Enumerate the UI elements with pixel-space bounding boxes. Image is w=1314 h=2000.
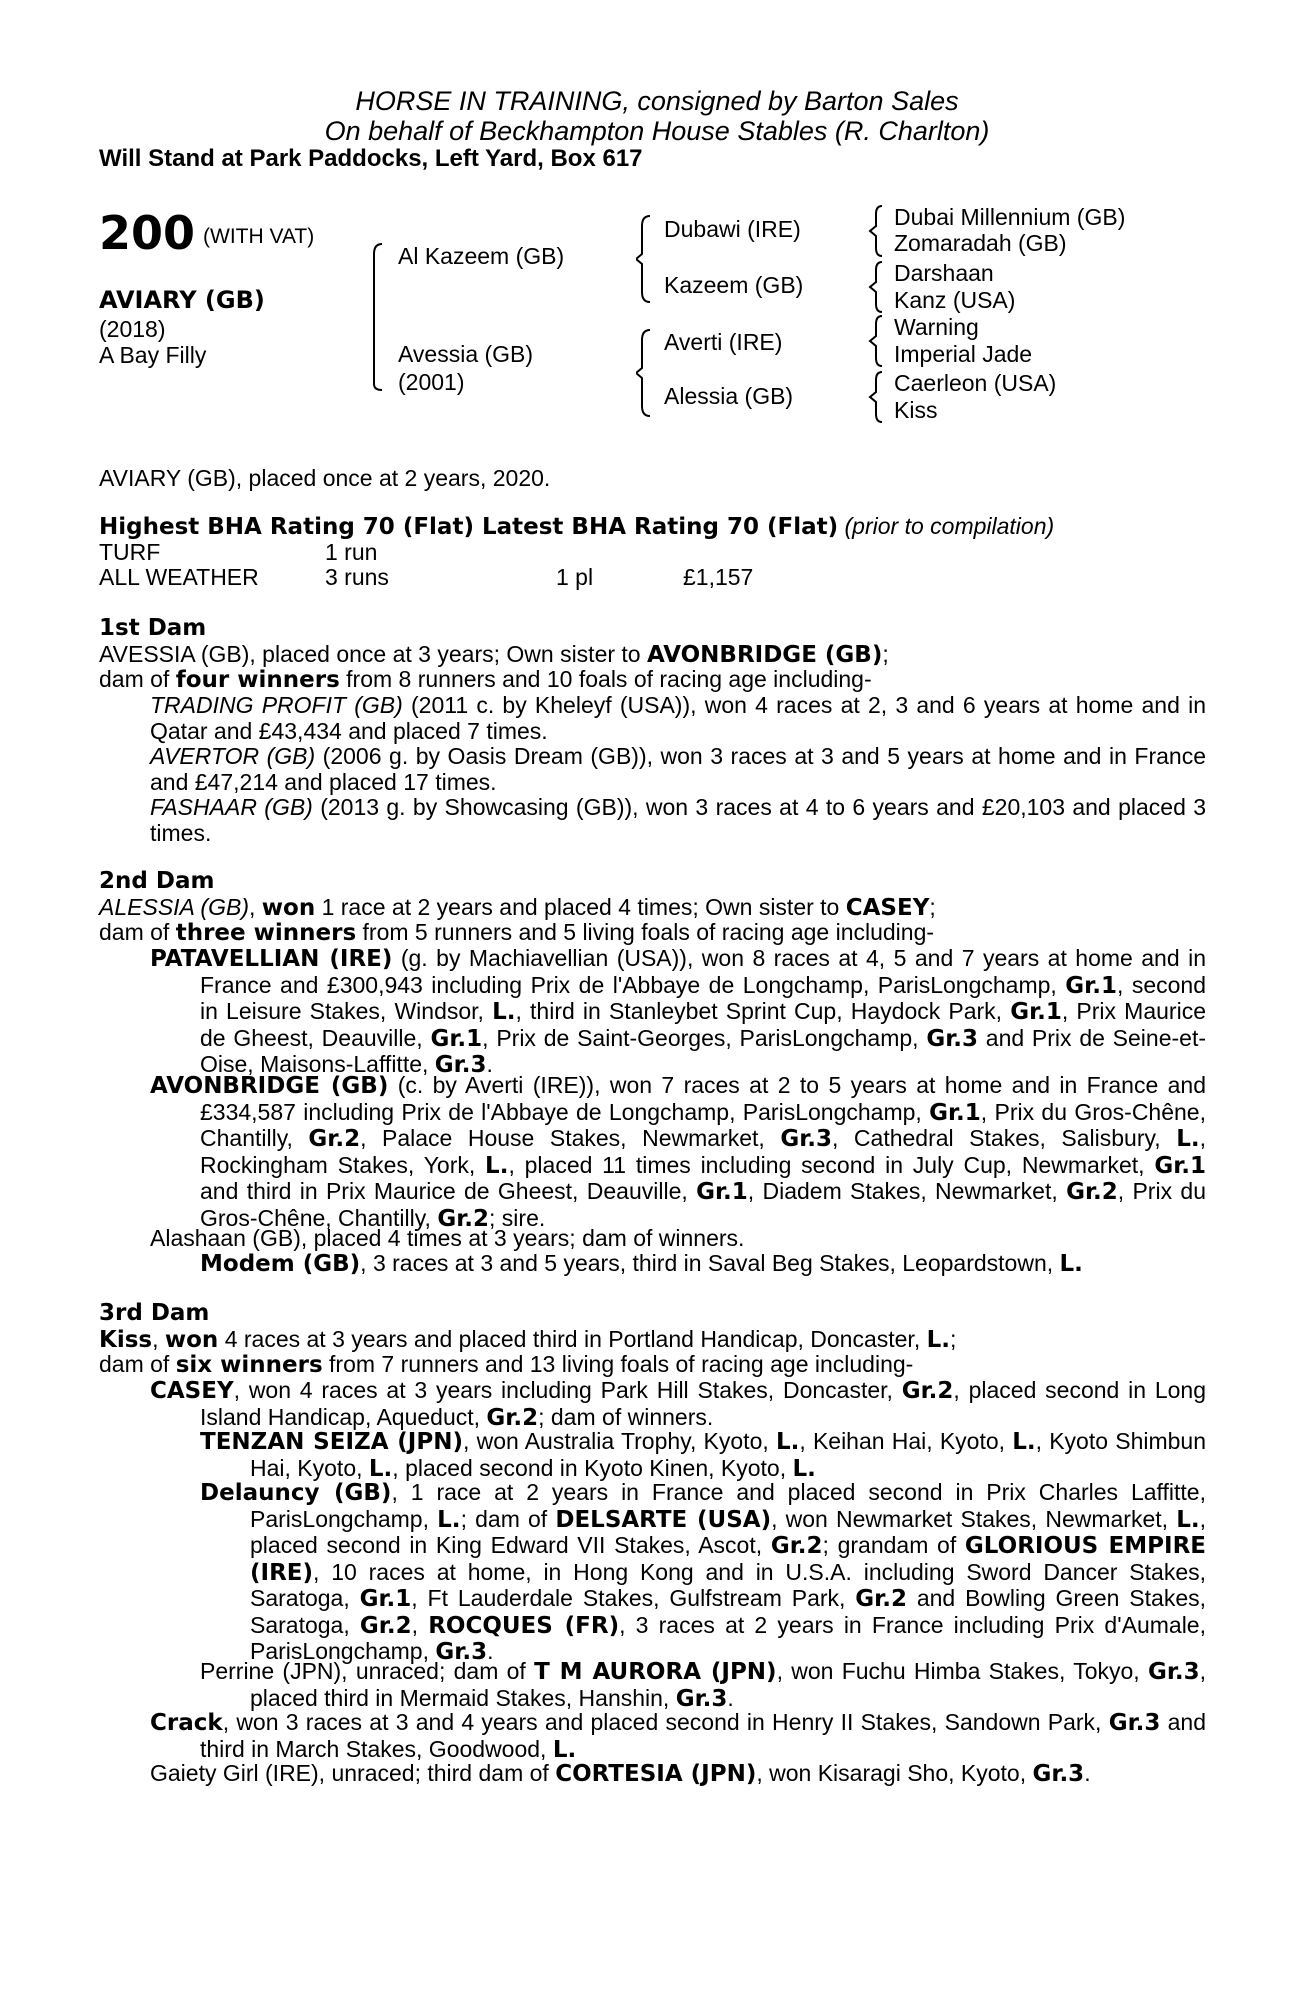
third-dam-produce-5: Crack, won 3 races at 3 and 4 years and placed second in Henry II Stakes, Sandown Park, Gr.3 and third in March Stakes, Goodwood, L.	[150, 1709, 1206, 1763]
first-dam-produce-1: TRADING PROFIT (GB) (2011 c. by Kheleyf (USA)), won 4 races at 2, 3 and 6 years at home and in Qatar and £43,434 and placed 7 times.	[150, 692, 1206, 744]
second-dam-produce-1: PATAVELLIAN (IRE) (g. by Machiavellian (USA)), won 8 races at 4, 5 and 7 years at home and in France and £300,943 including Prix de l'Abbaye de Longchamp, ParisLongchamp, Gr.1, second in Leisure Stakes, Windsor, L., third in Stanleybet Sprint Cup, Haydock Park, Gr.1, Prix Maurice de Gheest, Deauville, Gr.1, Prix de Saint-Georges, ParisLongchamp, Gr.3 and Prix de Seine-et-Oise, Maisons-Laffitte, Gr.3.	[150, 945, 1207, 1078]
record-surface-0: TURF	[99, 539, 161, 565]
horse-name: AVIARY (GB)	[99, 286, 265, 314]
pedigree-sire-sire: Dubawi (IRE)	[664, 216, 801, 242]
third-dam-heading: 3rd Dam	[99, 1300, 210, 1326]
pedigree-sire-dam: Kazeem (GB)	[664, 272, 804, 298]
pedigree-dds: Caerleon (USA)	[894, 370, 1057, 396]
record-surface-1: ALL WEATHER	[99, 564, 259, 590]
pedigree-brace-sd	[868, 260, 886, 314]
pedigree-brace-dam	[636, 328, 654, 418]
pedigree-dam-sire: Averti (IRE)	[664, 329, 783, 355]
first-dam-produce-3: FASHAAR (GB) (2013 g. by Showcasing (GB)), won 3 races at 4 to 6 years and £20,103 and placed 3 times.	[150, 794, 1207, 846]
record-earnings-1: £1,157	[683, 564, 754, 590]
pedigree-ddd: Kiss	[894, 397, 938, 423]
pedigree-brace-dd	[868, 370, 886, 424]
third-dam-produce-1: CASEY, won 4 races at 3 years including Park Hill Stakes, Doncaster, Gr.2, placed second in Long Island Handicap, Aqueduct, Gr.2; dam of winners.	[150, 1377, 1206, 1431]
vat-note: (WITH VAT)	[203, 225, 315, 248]
stand-location: Will Stand at Park Paddocks, Left Yard, Box 617	[99, 145, 643, 172]
first-dam-line1: AVESSIA (GB), placed once at 3 years; Own sister to AVONBRIDGE (GB);	[99, 641, 889, 668]
pedigree-sdd: Kanz (USA)	[894, 287, 1016, 313]
second-dam-line1: ALESSIA (GB), won 1 race at 2 years and placed 4 times; Own sister to CASEY;	[99, 894, 936, 921]
third-dam-line2: dam of six winners from 7 runners and 13 living foals of racing age including-	[99, 1351, 914, 1378]
pedigree-sire: Al Kazeem (GB)	[398, 243, 565, 269]
lot-number-value: 200	[99, 206, 196, 260]
pedigree-dss: Warning	[894, 314, 979, 340]
pedigree-brace-ss	[868, 204, 886, 258]
lot-number	[99, 206, 314, 260]
record-runs-0: 1 run	[325, 539, 378, 565]
second-dam-produce-2: AVONBRIDGE (GB) (c. by Averti (IRE)), won 7 races at 2 to 5 years at home and in France and £334,587 including Prix de l'Abbaye de Longchamp, ParisLongchamp, Gr.1, Prix du Gros-Chêne, Chantilly, Gr.2, Palace House Stakes, Newmarket, Gr.3, Cathedral Stakes, Salisbury, L., Rockingham Stakes, York, L., placed 11 times including second in July Cup, Newmarket, Gr.1 and third in Prix Maurice de Gheest, Deauville, Gr.1, Diadem Stakes, Newmarket, Gr.2, Prix du Gros-Chêne, Chantilly, Gr.2; sire.	[150, 1072, 1207, 1232]
horse-description: A Bay Filly	[99, 342, 207, 368]
third-dam-line1: Kiss, won 4 races at 3 years and placed third in Portland Handicap, Doncaster, L.;	[99, 1326, 957, 1353]
pedigree-dam: Avessia (GB)	[398, 341, 534, 367]
bha-rating-values: Highest BHA Rating 70 (Flat) Latest BHA Rating 70 (Flat)	[99, 514, 839, 540]
record-runs-1: 3 runs	[325, 564, 389, 590]
consignor-line: HORSE IN TRAINING, consigned by Barton Sales	[355, 86, 959, 116]
pedigree-sss: Dubai Millennium (GB)	[894, 204, 1126, 230]
pedigree-brace-main	[368, 242, 386, 392]
pedigree-dam-year: (2001)	[398, 369, 465, 395]
record-placed-1: 1 pl	[556, 564, 594, 590]
horse-year: (2018)	[99, 316, 166, 342]
second-dam-line2: dam of three winners from 5 runners and 5 living foals of racing age including-	[99, 919, 935, 946]
second-dam-produce-3: Alashaan (GB), placed 4 times at 3 years; dam of winners.	[150, 1225, 745, 1251]
first-dam-produce-2: AVERTOR (GB) (2006 g. by Oasis Dream (GB)), won 3 races at 3 and 5 years at home and in France and £47,214 and placed 17 times.	[150, 743, 1206, 795]
pedigree-dam-dam: Alessia (GB)	[664, 383, 794, 409]
first-dam-heading: 1st Dam	[99, 615, 207, 641]
pedigree-brace-sire	[636, 214, 654, 304]
third-dam-produce-2: TENZAN SEIZA (JPN), won Australia Trophy, Kyoto, L., Keihan Hai, Kyoto, L., Kyoto Shimbun Hai, Kyoto, L., placed second in Kyoto Kinen, Kyoto, L.	[200, 1428, 1206, 1482]
bha-rating	[99, 514, 1054, 541]
third-dam-produce-6: Gaiety Girl (IRE), unraced; third dam of CORTESIA (JPN), won Kisaragi Sho, Kyoto, Gr.3.	[150, 1760, 1091, 1787]
second-dam-produce-4: Modem (GB), 3 races at 3 and 5 years, third in Saval Beg Stakes, Leopardstown, L.	[200, 1250, 1083, 1277]
pedigree-brace-ds	[868, 314, 886, 368]
pedigree-sds: Darshaan	[894, 260, 994, 286]
third-dam-produce-3: Delauncy (GB), 1 race at 2 years in France and placed second in Prix Charles Laffitte, ParisLongchamp, L.; dam of DELSARTE (USA), won Newmarket Stakes, Newmarket, L., placed second in King Edward VII Stakes, Ascot, Gr.2; grandam of GLORIOUS EMPIRE (IRE), 10 races at home, in Hong Kong and in U.S.A. including Sword Dancer Stakes, Saratoga, Gr.1, Ft Lauderdale Stakes, Gulfstream Park, Gr.2 and Bowling Green Stakes, Saratoga, Gr.2, ROCQUES (FR), 3 races at 2 years in France including Prix d'Aumale, ParisLongchamp, Gr.3.	[200, 1479, 1206, 1665]
second-dam-heading: 2nd Dam	[99, 868, 215, 894]
first-dam-line2: dam of four winners from 8 runners and 10 foals of racing age including-	[99, 666, 872, 693]
bha-rating-note: (prior to compilation)	[844, 513, 1055, 539]
third-dam-produce-4: Perrine (JPN), unraced; dam of T M AURORA (JPN), won Fuchu Himba Stakes, Tokyo, Gr.3, placed third in Mermaid Stakes, Hanshin, Gr.3.	[200, 1658, 1207, 1712]
vendor-line: On behalf of Beckhampton House Stables (R. Charlton)	[324, 116, 990, 146]
race-summary: AVIARY (GB), placed once at 2 years, 2020.	[99, 465, 551, 491]
pedigree-ssd: Zomaradah (GB)	[894, 230, 1067, 256]
pedigree-dsd: Imperial Jade	[894, 341, 1033, 367]
